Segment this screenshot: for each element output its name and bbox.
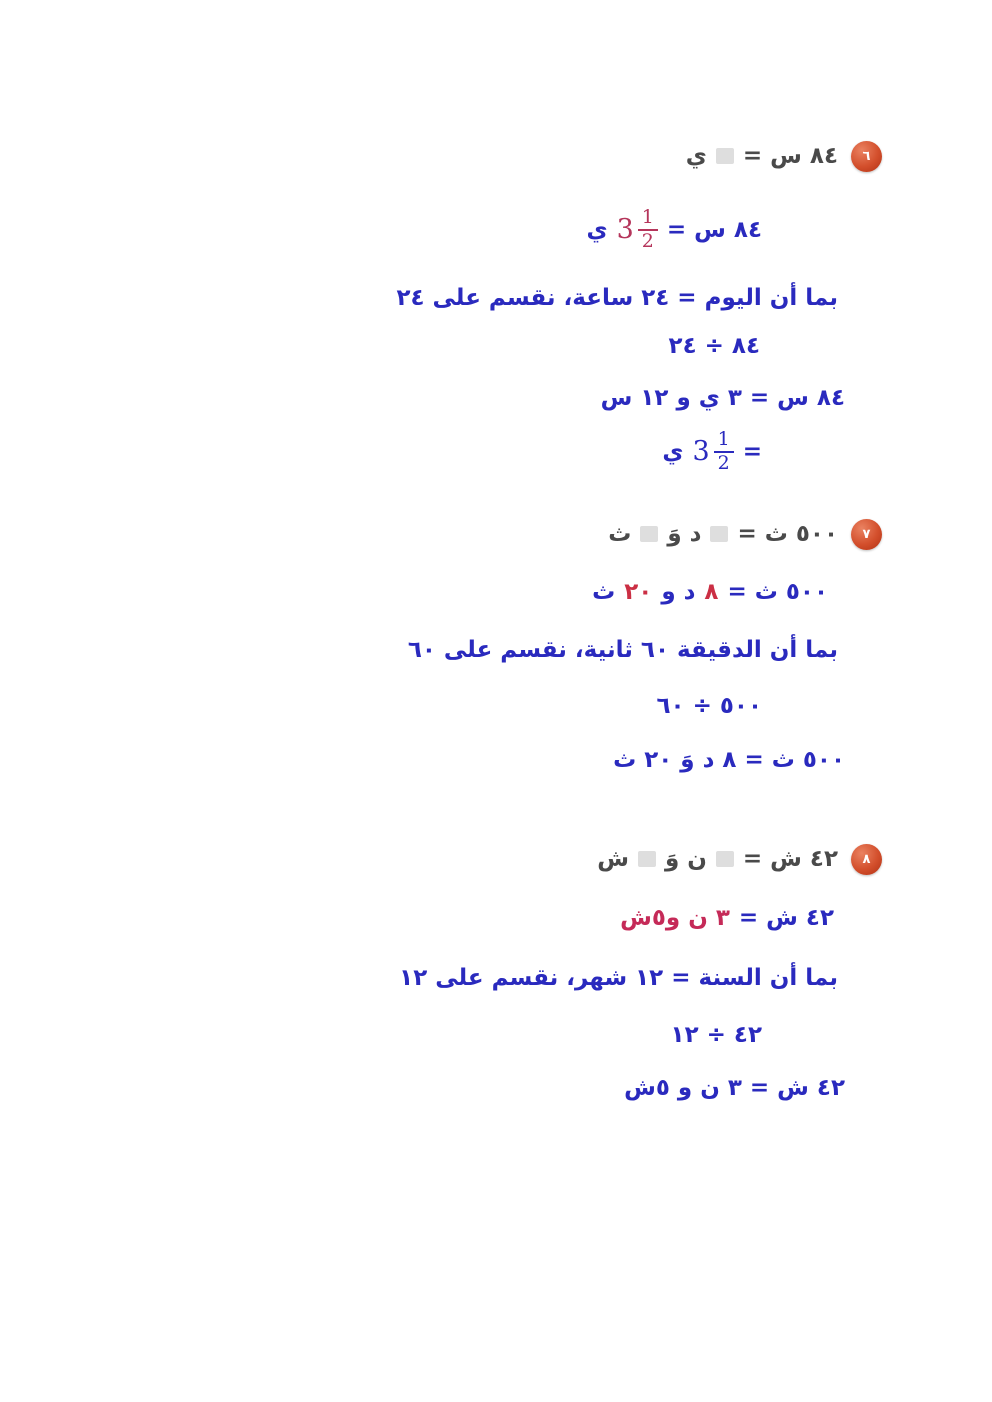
result-text: ٤٢ ش = ٣ ن و ٥ش bbox=[624, 1075, 845, 1101]
question-text-post: ث bbox=[608, 521, 632, 547]
division-text: ٥٠٠ ÷ ٦٠ bbox=[656, 693, 762, 719]
problem-1-badge bbox=[851, 141, 882, 172]
problem-3-division-line bbox=[671, 1015, 762, 1055]
question-text-post: ي bbox=[685, 143, 707, 169]
problem-1-division-line bbox=[669, 326, 760, 366]
answer-placeholder-box bbox=[716, 148, 734, 164]
division-text: ٤٢ ÷ ١٢ bbox=[670, 1022, 762, 1048]
note-text: بما أن الدقيقة ٦٠ ثانية، نقسم على ٦٠ bbox=[407, 637, 838, 663]
answer-placeholder-box bbox=[640, 526, 658, 542]
answer-placeholder-box bbox=[710, 526, 728, 542]
fraction-denominator: 2 bbox=[641, 230, 654, 252]
answer-placeholder-box bbox=[638, 851, 656, 867]
answer-number: ٨ bbox=[704, 579, 719, 605]
problem-3-number: ٨ bbox=[862, 852, 871, 867]
answer-unit: ي bbox=[586, 217, 608, 243]
problem-1-question-line bbox=[686, 136, 838, 176]
problem-3-answer-line bbox=[620, 898, 834, 938]
problem-3-badge bbox=[851, 844, 882, 875]
problem-1-number: ٦ bbox=[862, 149, 871, 164]
equals-sign: = bbox=[742, 439, 762, 465]
mixed-number bbox=[692, 430, 733, 474]
fraction bbox=[638, 208, 658, 252]
mixed-whole: 3 bbox=[692, 436, 710, 467]
problem-2-question-line bbox=[608, 514, 838, 554]
problem-1-note-line bbox=[396, 278, 838, 318]
mixed-number bbox=[617, 208, 658, 252]
result-unit: ي bbox=[662, 439, 684, 465]
problem-1-result-line bbox=[601, 378, 845, 418]
result-text: ٨٤ س = ٣ ي و ١٢ س bbox=[600, 385, 845, 411]
answer-segment: د و bbox=[661, 579, 696, 605]
note-text: بما أن اليوم = ٢٤ ساعة، نقسم على ٢٤ bbox=[396, 285, 838, 311]
answer-number: ٢٠ bbox=[624, 579, 653, 605]
result-text: ٥٠٠ ث = ٨ د وَ ٢٠ ث bbox=[613, 747, 845, 773]
fraction-denominator: 2 bbox=[717, 452, 730, 474]
question-text-post: ش bbox=[597, 846, 629, 872]
problem-3-result-line bbox=[624, 1068, 845, 1108]
problem-2-badge bbox=[851, 519, 882, 550]
problem-1-result-fraction-line bbox=[662, 420, 762, 484]
fraction bbox=[714, 430, 734, 474]
problem-1-answer-line bbox=[587, 198, 762, 262]
question-text-pre: ٥٠٠ ث = bbox=[737, 521, 838, 547]
problem-3-question-line bbox=[597, 839, 838, 879]
problem-3-note-line bbox=[399, 958, 838, 998]
problem-2-note-line bbox=[408, 630, 838, 670]
answer-segment: ٥٠٠ ث = bbox=[727, 579, 828, 605]
fraction-numerator: 1 bbox=[714, 430, 734, 453]
problem-2-division-line bbox=[657, 686, 763, 726]
problem-2-number: ٧ bbox=[862, 527, 871, 542]
mixed-whole: 3 bbox=[616, 214, 634, 245]
answer-placeholder-box bbox=[716, 851, 734, 867]
answer-lhs: ٨٤ س = bbox=[666, 217, 762, 243]
question-text-pre: ٨٤ س = bbox=[742, 143, 838, 169]
question-text-mid: ن وَ bbox=[664, 846, 707, 872]
problem-2-answer-line bbox=[592, 572, 828, 612]
fraction-numerator: 1 bbox=[638, 208, 658, 231]
answer-segment: ث bbox=[592, 579, 616, 605]
division-text: ٨٤ ÷ ٢٤ bbox=[668, 333, 760, 359]
answer-rhs: ٣ ن و٥ش bbox=[620, 905, 730, 931]
answer-lhs: ٤٢ ش = bbox=[738, 905, 834, 931]
note-text: بما أن السنة = ١٢ شهر، نقسم على ١٢ bbox=[399, 965, 838, 991]
question-text-pre: ٤٢ ش = bbox=[742, 846, 838, 872]
problem-2-result-line bbox=[613, 740, 845, 780]
question-text-mid: د وَ bbox=[667, 521, 702, 547]
